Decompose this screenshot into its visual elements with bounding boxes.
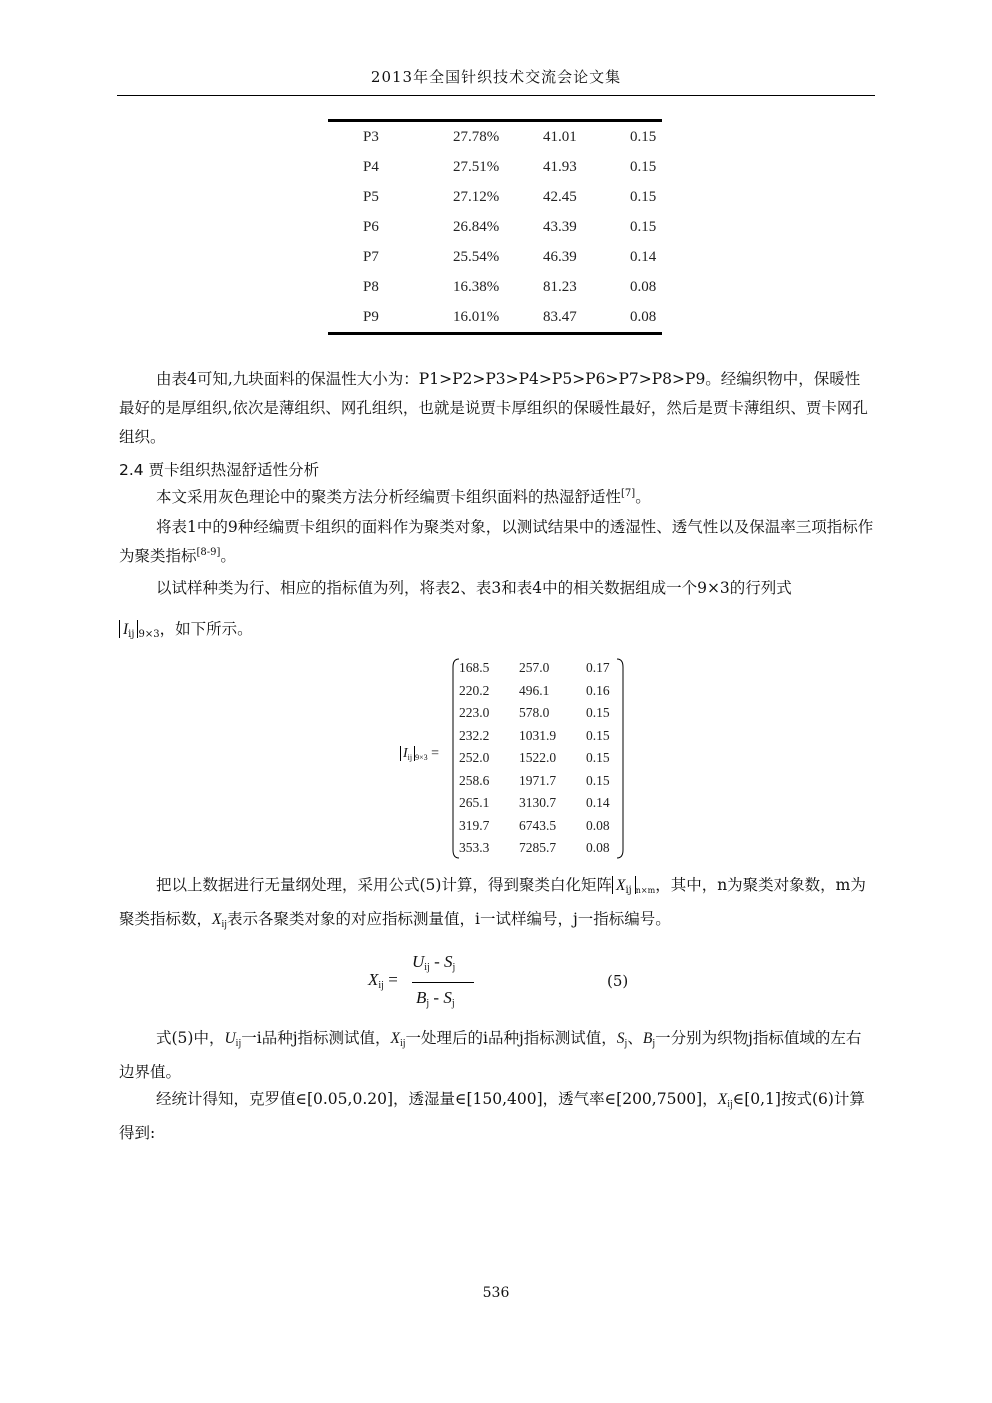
matrix-cell: 0.15 xyxy=(586,772,610,788)
table-cell: 43.39 xyxy=(543,218,577,235)
formula-5 xyxy=(368,952,478,1014)
table-row xyxy=(328,182,662,212)
matrix-cell: 1971.7 xyxy=(519,772,557,788)
determinant-text: 以试样种类为行、相应的指标值为列，将表2、表3和表4中的相关数据组成一个9×3的行列式 xyxy=(156,579,792,597)
table-cell: 16.38% xyxy=(453,278,500,295)
matrix-cell: 7285.7 xyxy=(519,840,557,855)
table-row xyxy=(328,212,662,242)
matrix-cell: 496.1 xyxy=(519,682,550,698)
formula-denominator: $B_j - S_j$ xyxy=(416,988,455,1009)
running-header: 2013年全国针织技术交流会论文集 xyxy=(370,68,622,86)
table-row xyxy=(328,302,662,334)
whitening-x-sub: ij xyxy=(625,885,632,896)
header-rule xyxy=(117,95,875,96)
matrix-cell: 0.15 xyxy=(586,750,610,765)
whitening-after: ，其中，n为聚类对象数，m为聚类指标数， xyxy=(119,876,866,928)
matrix-row xyxy=(452,840,624,862)
cluster-text: 将表1中的9种经编贾卡组织的面料作为聚类对象，以测试结果中的透湿性、透气性以及保温率三项指标作为聚类指标 xyxy=(119,518,874,565)
matrix-cell: 0.08 xyxy=(586,817,610,833)
formula-numerator: $U_{ij} - S_j$ xyxy=(412,952,456,973)
paragraph-method xyxy=(119,483,875,512)
matrix-cell: 232.2 xyxy=(459,727,490,743)
matrix-cell: 0.16 xyxy=(586,682,610,698)
table-cell: 27.78% xyxy=(453,128,500,145)
paragraph-formula-explain: 式(5)中，$U_{ij}$一i品种j指标测试值，$X_{ij}$一处理后的i品种j指标测试值，$S_j$、$B_j$一分别为织物j指标值域的左右边界值。 xyxy=(119,1029,862,1081)
matrix-cell: 265.1 xyxy=(459,795,490,810)
table-cell: 0.08 xyxy=(630,308,657,325)
table-row xyxy=(328,272,662,302)
matrix-row xyxy=(452,705,624,727)
paragraph-ranges: 经统计得知，克罗值∈[0.05,0.20]，透湿量∈[150,400]，透气率∈[200,7500]，$X_{ij}\in[0,1]$按式(6)计算得到: xyxy=(119,1090,865,1142)
matrix-label-dims: 9×3 xyxy=(415,753,428,762)
table-cell: 16.01% xyxy=(453,308,500,325)
symbol-i-sub: ij xyxy=(128,629,135,640)
table-cell: 27.51% xyxy=(453,158,500,175)
table-cell: 26.84% xyxy=(453,218,500,235)
matrix-cell: 0.15 xyxy=(586,705,610,720)
section-title: 贾卡组织热湿舒适性分析 xyxy=(148,461,320,479)
formula-lhs: $X_{ij}$ = xyxy=(368,970,398,991)
paragraph-determinant xyxy=(119,574,875,603)
matrix-cell: 220.2 xyxy=(459,682,490,698)
equation-number: (5) xyxy=(607,972,629,990)
matrix xyxy=(452,657,624,860)
paragraph-insulation-ranking: 由表4可知,九块面料的保温性大小为：P1>P2>P3>P4>P5>P6>P7>P8>P9。经编织物中，保暖性最好的是厚组织,依次是薄组织、网孔组织，也就是说贾卡厚组织的保暖性最好，然后是贾卡薄组织、贾卡网孔组织。 xyxy=(119,370,868,446)
determinant-after: ，如下所示。 xyxy=(159,620,253,638)
table-cell: 46.39 xyxy=(543,248,577,265)
paragraph-cluster-objects xyxy=(119,513,875,571)
section-heading xyxy=(119,458,319,480)
fraction-bar xyxy=(412,982,474,983)
table-cell: 41.93 xyxy=(543,158,577,175)
matrix-row xyxy=(452,728,624,750)
matrix-equals: = xyxy=(431,746,440,761)
matrix-cell: 257.0 xyxy=(519,660,550,675)
table-cell: P3 xyxy=(363,128,379,145)
whitening-x: X xyxy=(615,877,626,894)
matrix-cell: 319.7 xyxy=(459,817,490,833)
citation-8-9: [8-9] xyxy=(196,546,221,558)
matrix-cell: 353.3 xyxy=(459,840,490,855)
matrix-label-sub: ij xyxy=(407,753,413,762)
table-cell: P5 xyxy=(363,188,379,205)
whitening-symbol xyxy=(612,876,636,894)
matrix-cell: 223.0 xyxy=(459,705,490,720)
matrix-cell: 6743.5 xyxy=(519,817,557,833)
table-cell: 83.47 xyxy=(543,308,577,325)
matrix-label xyxy=(400,746,439,762)
paragraph-whitening xyxy=(119,871,875,939)
table-cell: 81.23 xyxy=(543,278,577,295)
matrix-cell: 258.6 xyxy=(459,772,490,788)
matrix-row xyxy=(452,773,624,795)
table-cell: P6 xyxy=(363,218,379,235)
data-table xyxy=(328,119,662,335)
table-cell: P9 xyxy=(363,308,379,325)
matrix-cell: 3130.7 xyxy=(519,795,557,810)
table-cell: 41.01 xyxy=(543,128,577,145)
matrix-row xyxy=(452,750,624,772)
table-row xyxy=(328,121,662,153)
whitening-rest: 表示各聚类对象的对应指标测量值，i一试样编号，j一指标编号。 xyxy=(227,910,671,928)
table-cell: 0.15 xyxy=(630,158,657,175)
matrix-row xyxy=(452,660,624,682)
method-text: 本文采用灰色理论中的聚类方法分析经编贾卡组织面料的热湿舒适性 xyxy=(156,488,622,506)
section-number: 2.4 xyxy=(119,461,144,479)
table-cell: 0.08 xyxy=(630,278,657,295)
table-row xyxy=(328,242,662,272)
cluster-end: 。 xyxy=(220,547,236,565)
matrix-cell: 168.5 xyxy=(459,660,490,675)
matrix-cell: 0.08 xyxy=(586,840,610,855)
table-cell: 0.15 xyxy=(630,188,657,205)
table-cell: 42.45 xyxy=(543,188,577,205)
whitening-before: 把以上数据进行无量纲处理，采用公式(5)计算，得到聚类白化矩阵 xyxy=(156,876,612,894)
table-cell: P4 xyxy=(363,158,379,175)
table-cell: 25.54% xyxy=(453,248,500,265)
determinant-inline xyxy=(119,615,875,649)
table-cell: P7 xyxy=(363,248,379,265)
symbol-dims: 9×3 xyxy=(138,629,160,640)
matrix-row xyxy=(452,683,624,705)
table-cell: 0.15 xyxy=(630,218,657,235)
matrix-cell: 578.0 xyxy=(519,705,550,720)
table-cell: P8 xyxy=(363,278,379,295)
table-cell: 0.14 xyxy=(630,248,657,265)
matrix-cell: 0.17 xyxy=(586,660,610,675)
matrix-cell: 252.0 xyxy=(459,750,490,765)
page-number: 536 xyxy=(482,1285,510,1301)
determinant-symbol xyxy=(119,620,138,638)
matrix-cell: 1031.9 xyxy=(519,727,557,743)
whitening-dims: n×m xyxy=(635,886,656,895)
matrix-cell: 1522.0 xyxy=(519,750,557,765)
matrix-cell: 0.14 xyxy=(586,795,610,810)
method-end: 。 xyxy=(635,488,651,506)
whitening-xij-sub: ij xyxy=(221,919,228,930)
table-cell: 27.12% xyxy=(453,188,500,205)
table-cell: 0.15 xyxy=(630,128,657,145)
citation-7: [7] xyxy=(621,487,636,499)
table-row xyxy=(328,152,662,182)
matrix-row xyxy=(452,818,624,840)
matrix-label-symbol: I xyxy=(403,746,408,761)
whitening-xij: X xyxy=(212,911,222,928)
matrix-cell: 0.15 xyxy=(586,727,610,743)
matrix-row xyxy=(452,795,624,817)
symbol-i: I xyxy=(123,621,129,638)
